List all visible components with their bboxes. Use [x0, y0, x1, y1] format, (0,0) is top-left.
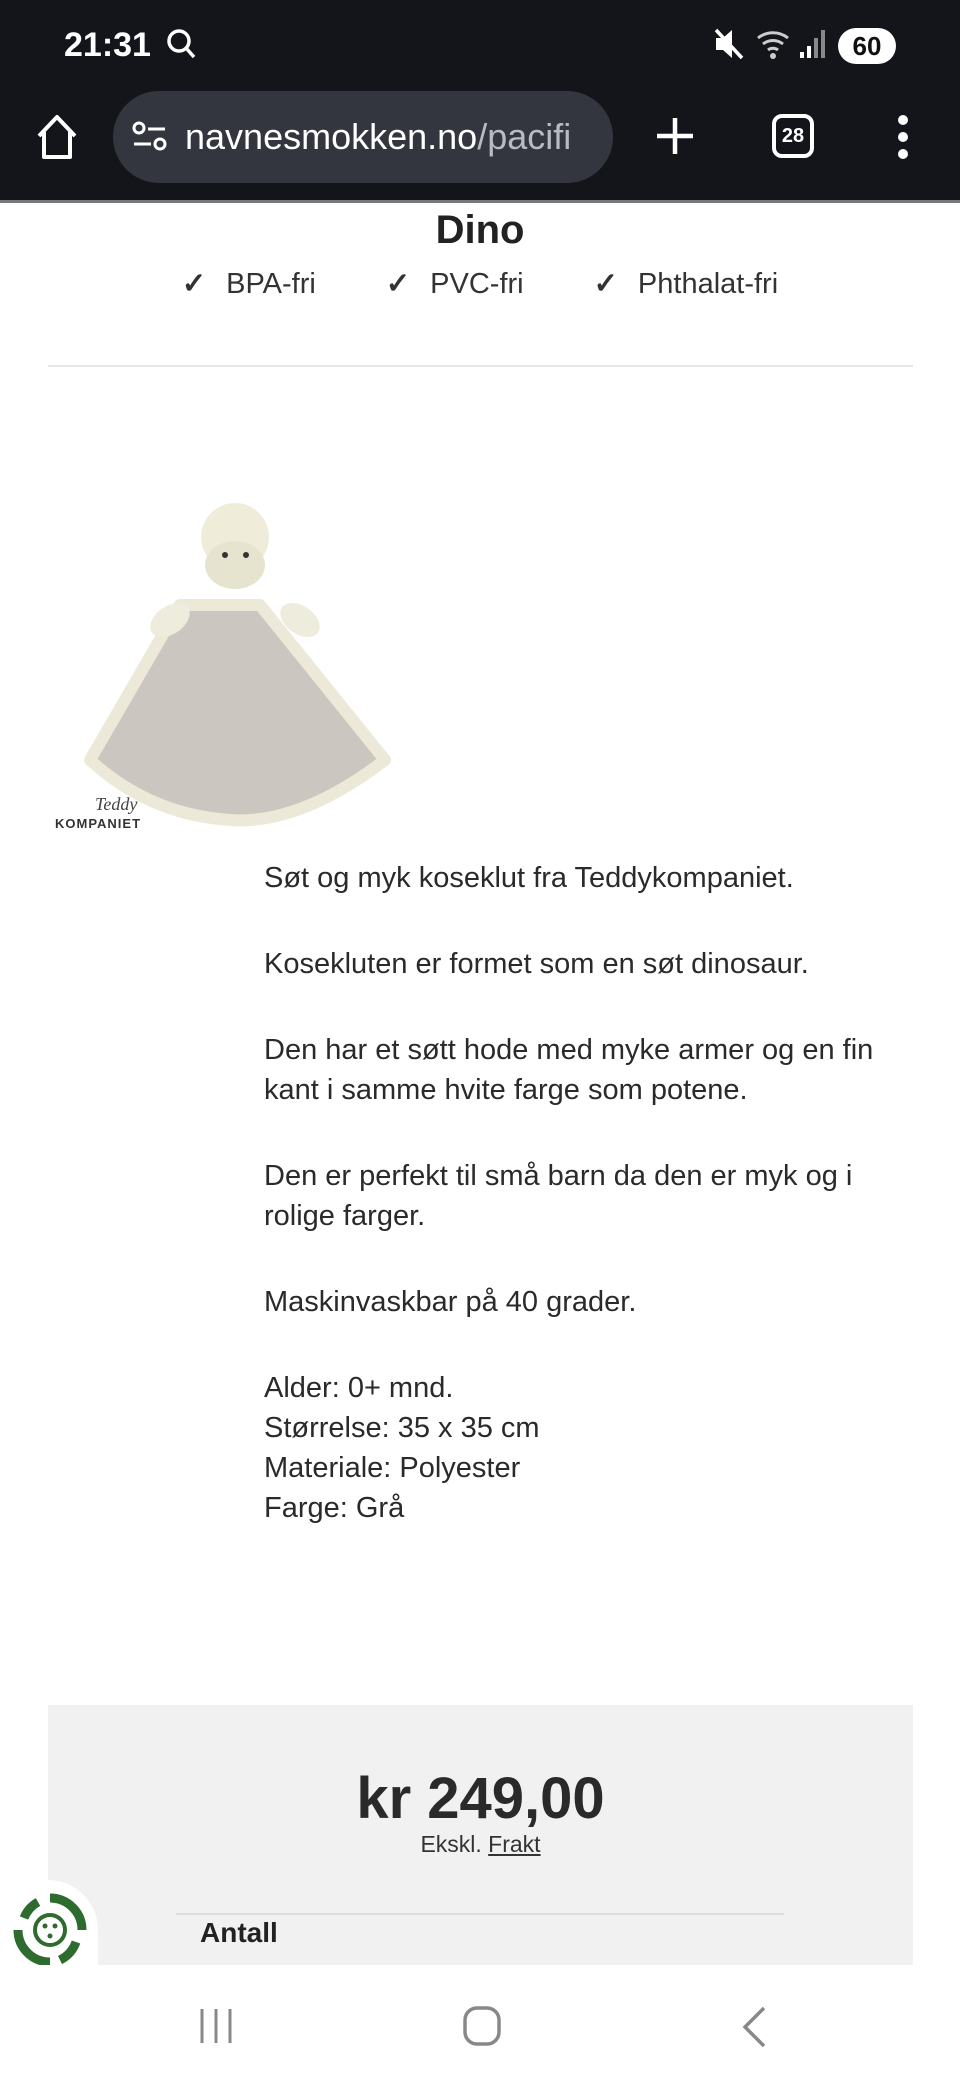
description-paragraph: Den er perfekt til små barn da den er myk og i rolige farger.: [264, 1160, 853, 1232]
shipping-link[interactable]: Frakt: [488, 1831, 541, 1857]
feature-item: ✓ BPA-fri: [181, 268, 316, 300]
product-description: [264, 858, 924, 1528]
product-price: kr 249,00: [356, 1766, 605, 1831]
address-bar[interactable]: [113, 91, 613, 183]
feature-item: ✓ PVC-fri: [385, 268, 524, 300]
signal-icon: [798, 26, 828, 62]
svg-text:KOMPANIET: KOMPANIET: [55, 816, 142, 831]
description-paragraph: Søt og myk koseklut fra Teddykompaniet.: [264, 862, 794, 894]
feature-list: [0, 266, 960, 301]
spec-material: Materiale: Polyester: [264, 1452, 521, 1484]
wifi-icon: [756, 26, 796, 62]
purchase-box: [48, 1705, 913, 1965]
home-icon[interactable]: [34, 112, 80, 162]
feature-item: ✓ Phthalat-fri: [593, 268, 779, 300]
product-image[interactable]: [50, 495, 395, 850]
divider: [176, 1913, 784, 1915]
spec-color: Farge: Grå: [264, 1492, 405, 1524]
system-nav-bar: [0, 1965, 960, 2080]
new-tab-icon[interactable]: [654, 115, 696, 157]
mute-icon: [712, 26, 746, 62]
recycle-pacifier-icon: [10, 1890, 90, 1970]
description-paragraph: Kosekluten er formet som en søt dinosaur.: [264, 948, 809, 980]
battery-indicator: 60: [838, 28, 896, 64]
back-icon[interactable]: [740, 2005, 768, 2049]
home-nav-icon[interactable]: [462, 2005, 502, 2047]
status-time: 21:31: [64, 26, 151, 64]
browser-toolbar: [0, 90, 960, 203]
search-icon: [164, 26, 198, 62]
status-bar: [0, 0, 960, 90]
spec-size: Størrelse: 35 x 35 cm: [264, 1412, 540, 1444]
tab-switcher-button[interactable]: 28: [772, 114, 814, 158]
check-icon: ✓: [181, 268, 207, 300]
spec-age: Alder: 0+ mnd.: [264, 1372, 454, 1404]
description-paragraph: Maskinvaskbar på 40 grader.: [264, 1286, 637, 1318]
check-icon: ✓: [385, 268, 411, 300]
product-title: Dino: [435, 208, 525, 252]
product-specs: [264, 1368, 924, 1528]
url-text[interactable]: navnesmokken.no/pacifi: [185, 116, 572, 157]
divider: [48, 365, 913, 367]
description-paragraph: Den har et søtt hode med myke armer og en fin kant i samme hvite farge som potene.: [264, 1034, 874, 1106]
site-settings-icon[interactable]: [131, 120, 169, 154]
check-icon: ✓: [593, 268, 618, 300]
brand-logo: Teddy: [95, 794, 138, 814]
quantity-label: Antall: [200, 1917, 278, 1948]
shipping-note: Ekskl. Frakt: [420, 1831, 541, 1857]
more-menu-icon[interactable]: [896, 114, 910, 160]
recent-apps-icon[interactable]: [198, 2007, 236, 2045]
